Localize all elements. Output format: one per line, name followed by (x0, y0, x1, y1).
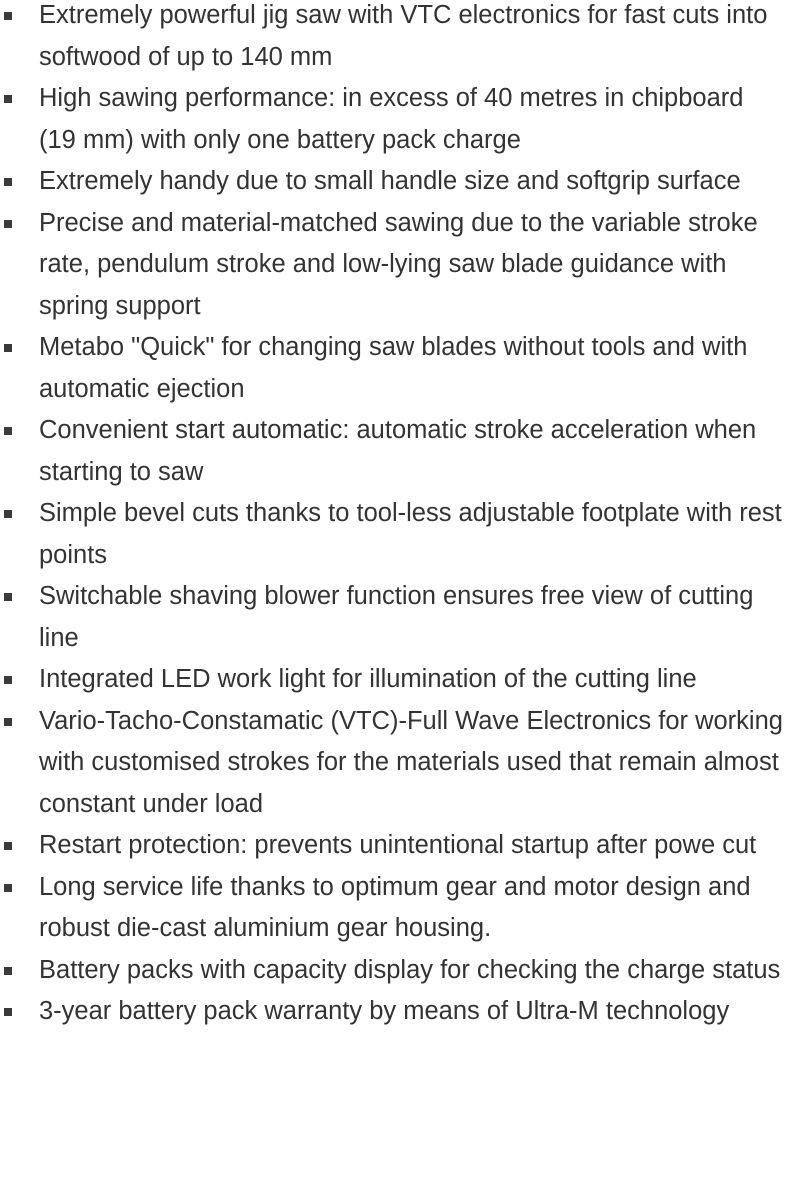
feature-text: Restart protection: prevents unintentional startup after powe cut (39, 831, 757, 859)
feature-text: Precise and material-matched sawing due to the variable stroke rate, pendulum stroke and low-lying saw blade guidance with spring support (39, 208, 758, 320)
list-item (0, 659, 786, 701)
feature-text: Switchable shaving blower function ensures free view of cutting line (39, 582, 754, 652)
list-item (0, 576, 786, 659)
feature-text: Extremely powerful jig saw with VTC electronics for fast cuts into softwood of up to 140 mm (39, 1, 768, 71)
feature-text: Metabo "Quick" for changing saw blades without tools and with automatic ejection (39, 333, 748, 403)
list-item (0, 991, 786, 1033)
list-item (0, 493, 786, 576)
list-item (0, 867, 786, 950)
list-item (0, 825, 786, 867)
feature-text: Integrated LED work light for illumination of the cutting line (39, 665, 697, 693)
square-bullet-icon (4, 593, 12, 601)
feature-text: Convenient start automatic: automatic stroke acceleration when starting to saw (39, 416, 757, 486)
square-bullet-icon (4, 220, 12, 228)
feature-text: 3-year battery pack warranty by means of Ultra-M technology (39, 997, 730, 1025)
list-item (0, 203, 786, 328)
list-item (0, 0, 786, 78)
square-bullet-icon (4, 178, 12, 186)
square-bullet-icon (4, 1008, 12, 1016)
feature-text: Battery packs with capacity display for checking the charge status (39, 955, 781, 984)
square-bullet-icon (4, 676, 12, 684)
square-bullet-icon (4, 12, 12, 20)
square-bullet-icon (4, 95, 12, 103)
list-item (0, 78, 786, 161)
square-bullet-icon (4, 344, 12, 352)
list-item (0, 161, 786, 203)
square-bullet-icon (4, 510, 12, 518)
feature-text: Simple bevel cuts thanks to tool-less adjustable footplate with rest points (39, 499, 782, 569)
square-bullet-icon (4, 718, 12, 726)
list-item (0, 950, 786, 992)
square-bullet-icon (4, 427, 12, 435)
list-item (0, 701, 786, 826)
square-bullet-icon (4, 842, 12, 850)
square-bullet-icon (4, 967, 12, 975)
square-bullet-icon (4, 884, 12, 892)
list-item (0, 327, 786, 410)
feature-text: Long service life thanks to optimum gear and motor design and robust die-cast aluminium gear housing. (39, 872, 751, 942)
list-item (0, 410, 786, 493)
feature-text: High sawing performance: in excess of 40 metres in chipboard (19 mm) with only one battery pack charge (39, 84, 744, 154)
feature-text: Vario-Tacho-Constamatic (VTC)-Full Wave Electronics for working with customised strokes for the materials used that remain almost constant under load (39, 706, 783, 818)
feature-text: Extremely handy due to small handle size and softgrip surface (39, 167, 741, 195)
